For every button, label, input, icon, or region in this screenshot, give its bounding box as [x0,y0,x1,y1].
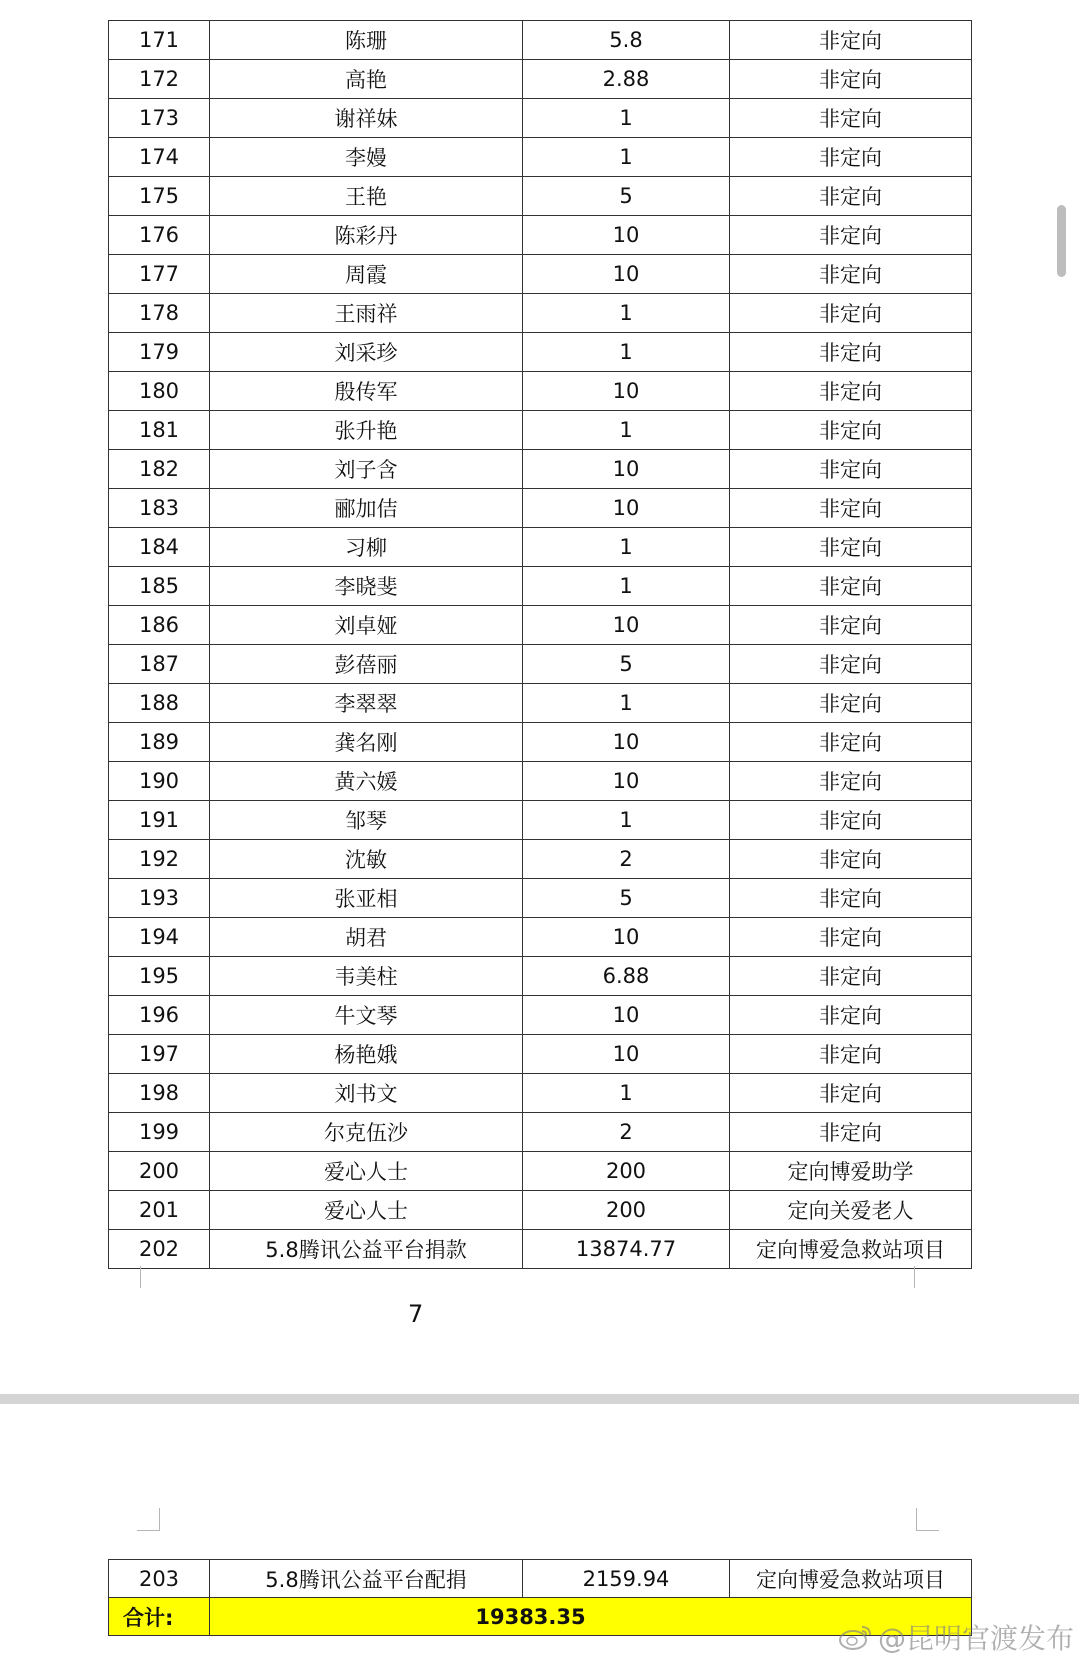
donation-purpose: 非定向 [730,645,972,684]
donor-name: 陈彩丹 [210,216,523,255]
weibo-icon [838,1622,874,1652]
donation-amount: 10 [523,450,730,489]
donor-name: 刘采珍 [210,333,523,372]
donor-name: 沈敏 [210,840,523,879]
donor-name: 张亚相 [210,879,523,918]
row-number: 184 [109,528,210,567]
donor-name: 爱心人士 [210,1152,523,1191]
table-row [109,138,972,177]
donation-purpose: 定向博爱急救站项目 [730,1230,972,1269]
donation-amount: 5 [523,177,730,216]
crop-mark-bottom-left [140,1266,161,1288]
donation-amount: 1 [523,1074,730,1113]
donor-name: 殷传军 [210,372,523,411]
crop-mark-top-right [916,1508,939,1531]
donor-name: 王艳 [210,177,523,216]
donor-name: 习柳 [210,528,523,567]
table-row [109,1191,972,1230]
donor-name: 刘书文 [210,1074,523,1113]
donation-amount: 10 [523,489,730,528]
donation-purpose: 定向博爱助学 [730,1152,972,1191]
row-number: 177 [109,255,210,294]
donor-name: 邹琴 [210,801,523,840]
table-row [109,1230,972,1269]
row-number: 173 [109,99,210,138]
row-number: 198 [109,1074,210,1113]
donor-name: 胡君 [210,918,523,957]
table-row [109,177,972,216]
row-number: 174 [109,138,210,177]
donation-purpose: 非定向 [730,372,972,411]
donation-amount: 5.8 [523,21,730,60]
donor-name: 爱心人士 [210,1191,523,1230]
donation-amount: 2159.94 [523,1560,730,1598]
row-number: 182 [109,450,210,489]
donor-name: 刘子含 [210,450,523,489]
row-number: 195 [109,957,210,996]
crop-mark-top-left [137,1508,160,1531]
table-row [109,918,972,957]
table-row [109,1152,972,1191]
donor-name: 高艳 [210,60,523,99]
total-label: 合计: [109,1598,210,1636]
table-row [109,489,972,528]
donation-purpose: 定向关爱老人 [730,1191,972,1230]
row-number: 202 [109,1230,210,1269]
donation-purpose: 非定向 [730,1113,972,1152]
donation-purpose: 非定向 [730,801,972,840]
donation-amount: 10 [523,762,730,801]
row-number: 178 [109,294,210,333]
table-row [109,1074,972,1113]
row-number: 199 [109,1113,210,1152]
donor-name: 牛文琴 [210,996,523,1035]
donation-purpose: 非定向 [730,684,972,723]
row-number: 185 [109,567,210,606]
donor-name: 李晓斐 [210,567,523,606]
table-row [109,567,972,606]
total-value: 19383.35 [210,1598,972,1636]
donation-amount: 1 [523,99,730,138]
donation-amount: 10 [523,918,730,957]
donor-name: 彭蓓丽 [210,645,523,684]
donation-purpose: 非定向 [730,528,972,567]
donor-name: 韦美柱 [210,957,523,996]
table-row [109,333,972,372]
row-number: 186 [109,606,210,645]
donation-purpose: 非定向 [730,918,972,957]
donation-amount: 1 [523,567,730,606]
table-row [109,294,972,333]
donation-purpose: 非定向 [730,411,972,450]
table-row [109,450,972,489]
table-row [109,957,972,996]
row-number: 180 [109,372,210,411]
row-number: 175 [109,177,210,216]
table-row [109,801,972,840]
donation-amount: 13874.77 [523,1230,730,1269]
donation-amount: 1 [523,801,730,840]
donation-amount: 1 [523,294,730,333]
donation-purpose: 非定向 [730,1035,972,1074]
donation-purpose: 非定向 [730,450,972,489]
crop-mark-bottom-right [914,1266,935,1288]
donor-name: 5.8腾讯公益平台配捐 [210,1560,523,1598]
row-number: 179 [109,333,210,372]
donation-amount: 2 [523,840,730,879]
table-row [109,996,972,1035]
donation-amount: 6.88 [523,957,730,996]
table-row [109,528,972,567]
donation-purpose: 非定向 [730,879,972,918]
donation-purpose: 非定向 [730,957,972,996]
donation-amount: 1 [523,528,730,567]
donation-purpose: 非定向 [730,60,972,99]
watermark-text: @昆明官渡发布 [878,1622,1075,1655]
row-number: 192 [109,840,210,879]
donation-purpose: 非定向 [730,762,972,801]
donation-purpose: 非定向 [730,21,972,60]
donation-purpose: 非定向 [730,99,972,138]
donation-amount: 1 [523,138,730,177]
table-row [109,99,972,138]
donation-purpose: 非定向 [730,216,972,255]
row-number: 191 [109,801,210,840]
row-number: 183 [109,489,210,528]
donor-name: 刘卓娅 [210,606,523,645]
donor-name: 谢祥妹 [210,99,523,138]
donation-amount: 1 [523,411,730,450]
donation-amount: 5 [523,645,730,684]
donation-amount: 10 [523,255,730,294]
donor-name: 张升艳 [210,411,523,450]
donor-name: 李嫚 [210,138,523,177]
table-row [109,645,972,684]
donor-name: 王雨祥 [210,294,523,333]
donation-purpose: 非定向 [730,177,972,216]
donor-name: 李翠翠 [210,684,523,723]
donation-amount: 1 [523,333,730,372]
table-row [109,1113,972,1152]
table-row [109,255,972,294]
donor-name: 周霞 [210,255,523,294]
row-number: 200 [109,1152,210,1191]
donation-purpose: 非定向 [730,723,972,762]
donation-amount: 200 [523,1152,730,1191]
donation-purpose: 非定向 [730,138,972,177]
table-row [109,1035,972,1074]
donation-purpose: 非定向 [730,255,972,294]
donation-purpose: 非定向 [730,840,972,879]
donation-amount: 10 [523,1035,730,1074]
donation-amount: 10 [523,723,730,762]
row-number: 203 [109,1560,210,1598]
donor-name: 黄六媛 [210,762,523,801]
row-number: 172 [109,60,210,99]
scrollbar-thumb[interactable] [1057,205,1066,277]
table-row [109,411,972,450]
donor-name: 陈珊 [210,21,523,60]
donation-purpose: 非定向 [730,996,972,1035]
donor-name: 5.8腾讯公益平台捐款 [210,1230,523,1269]
row-number: 187 [109,645,210,684]
donor-name: 杨艳娥 [210,1035,523,1074]
donation-purpose: 非定向 [730,333,972,372]
page-number: 7 [408,1300,424,1328]
donation-amount: 1 [523,684,730,723]
donation-table [108,20,972,1269]
donation-amount: 5 [523,879,730,918]
row-number: 190 [109,762,210,801]
donation-amount: 10 [523,606,730,645]
row-number: 188 [109,684,210,723]
row-number: 193 [109,879,210,918]
watermark [838,1617,1074,1657]
donation-amount: 10 [523,216,730,255]
donation-purpose: 非定向 [730,567,972,606]
donation-purpose: 非定向 [730,1074,972,1113]
row-number: 189 [109,723,210,762]
donation-purpose: 非定向 [730,489,972,528]
table-row [109,1560,972,1598]
table-row [109,840,972,879]
donor-name: 尔克伍沙 [210,1113,523,1152]
donor-name: 郦加佶 [210,489,523,528]
table-row [109,372,972,411]
donation-amount: 200 [523,1191,730,1230]
donation-purpose: 非定向 [730,294,972,333]
donation-purpose: 非定向 [730,606,972,645]
donation-amount: 2.88 [523,60,730,99]
donation-amount: 2 [523,1113,730,1152]
row-number: 176 [109,216,210,255]
table-row [109,879,972,918]
table-row [109,723,972,762]
row-number: 201 [109,1191,210,1230]
donation-amount: 10 [523,372,730,411]
table-row [109,216,972,255]
table-row [109,60,972,99]
row-number: 194 [109,918,210,957]
page-separator [0,1394,1079,1404]
table-row [109,21,972,60]
row-number: 181 [109,411,210,450]
table-row [109,684,972,723]
table-row [109,762,972,801]
donation-purpose: 定向博爱急救站项目 [730,1560,972,1598]
table-row [109,606,972,645]
donation-amount: 10 [523,996,730,1035]
donor-name: 龚名刚 [210,723,523,762]
row-number: 196 [109,996,210,1035]
row-number: 197 [109,1035,210,1074]
row-number: 171 [109,21,210,60]
